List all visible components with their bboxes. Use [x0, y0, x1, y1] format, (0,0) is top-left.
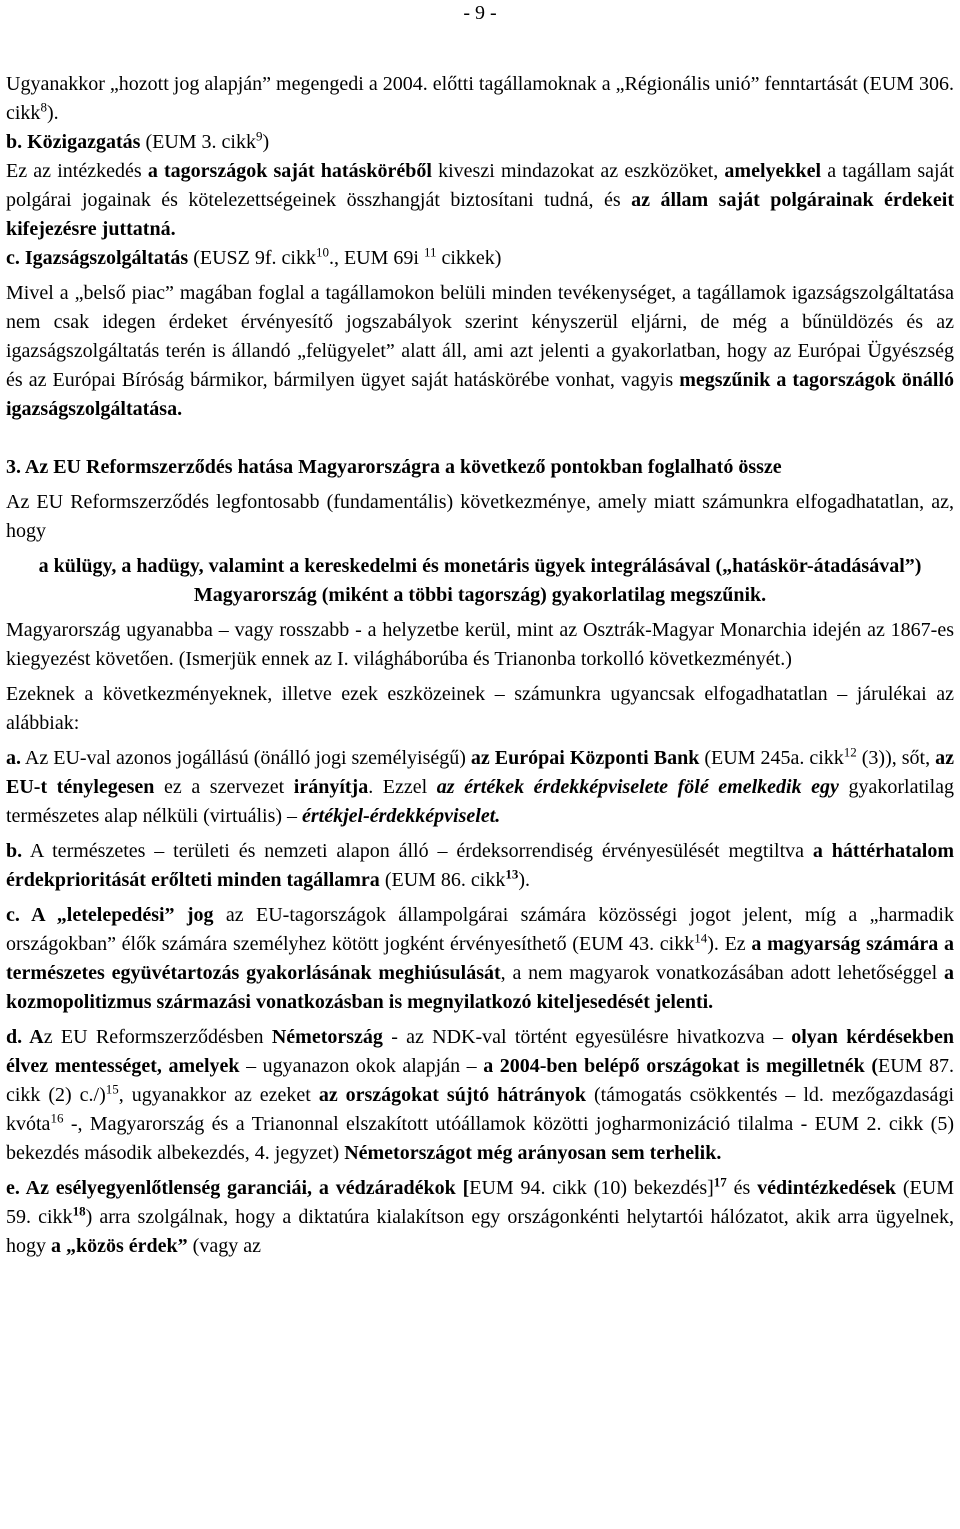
text-run: , ugyanakkor az ezeket: [118, 1084, 319, 1106]
text-run: EUM 94. cikk (10) bekezdés]: [469, 1177, 714, 1199]
text-run: Németország: [271, 1026, 383, 1048]
footnote-ref: 18: [72, 1203, 86, 1219]
text-run: a magyarság számára a természetes együvétartozás gyakorlásának meghiúsulását: [6, 933, 954, 984]
text-run: az EU-t ténylegesen: [6, 747, 954, 798]
text-run: az országokat sújtó hátrányok: [318, 1084, 587, 1106]
footnote-ref: 13: [505, 866, 519, 882]
footnote-ref: 12: [843, 744, 857, 760]
text-run: a tagállam saját polgárai jogainak és kötelezettségeinek összhangját biztosítani tudná, és: [6, 160, 954, 211]
text-run: ). Ez: [707, 933, 752, 955]
text-run: a külügy, a hadügy, valamint a kereskedelmi és monetáris ügyek integrálásával („hatáskör-átadásával”) Magyarország (miként a többi tagország) gyakorlatilag megszűnik.: [38, 555, 922, 606]
text-run: Ez az intézkedés: [6, 160, 148, 182]
text-run: Az EU Reformszerződés legfontosabb (fundamentális) következménye, amely miatt számunkra elfogadhatatlan, az, hogy: [6, 491, 954, 542]
paragraph-p2: [6, 128, 954, 157]
footnote-ref: 16: [50, 1110, 64, 1126]
text-run: (EUSZ 9f. cikk: [188, 247, 316, 269]
text-run: ): [262, 131, 270, 153]
paragraph-p3: [6, 157, 954, 244]
footnote-ref: 9: [255, 128, 263, 144]
text-run: c. A „letelepedési” jog: [6, 904, 214, 926]
text-run: (támogatás csökkentés – ld. mezőgazdasági kvóta: [6, 1084, 954, 1135]
paragraph-p7: [6, 488, 954, 546]
text-run: a 2004-ben belépő országokat is megilletnék (: [483, 1055, 879, 1077]
text-run: (EUM 3. cikk: [140, 131, 256, 153]
footnote-ref: 8: [40, 99, 47, 115]
footnote-ref: 15: [105, 1081, 119, 1097]
text-run: (EUM 245a. cikk: [699, 747, 844, 769]
text-run: kiveszi mindazokat az eszközöket,: [431, 160, 725, 182]
text-run: cikkek): [436, 247, 502, 269]
text-run: b.: [6, 840, 23, 862]
text-run: A természetes – területi és nemzeti alapon álló – érdeksorrendiség érvényesülését megtiltva: [22, 840, 813, 862]
text-run: – ugyanazon okok alapján –: [239, 1055, 484, 1077]
paragraph-p1: [6, 70, 954, 128]
text-run: amelyekkel: [724, 160, 822, 182]
text-run: az EU-tagországok állampolgárai számára közösségi jogot jelent, míg a „harmadik országokban” élők számára személyhez kötött jogként érvényesíthető (EUM 43. cikk: [6, 904, 954, 955]
text-run: (vagy az: [187, 1235, 261, 1257]
footnote-ref: 14: [694, 930, 708, 946]
text-run: Ezeknek a következményeknek, illetve ezek eszközeinek – számunkra ugyancsak elfogadhatatlan – járulékai az alábbiak:: [6, 683, 954, 734]
text-run: ez a szervezet: [154, 776, 294, 798]
text-run: Németországot még arányosan sem terhelik.: [344, 1142, 722, 1164]
text-run: irányítja: [293, 776, 369, 798]
paragraph-p9: [6, 616, 954, 674]
paragraph-p4: [6, 244, 954, 273]
text-run: Ugyanakkor „hozott jog alapján” megengedi a 2004. előtti tagállamoknak a „Régionális unió” fenntartását (EUM 306. cikk: [6, 73, 954, 124]
text-run: megszűnik a tagországok önálló igazságszolgáltatása.: [6, 369, 954, 420]
paragraph-p5: [6, 279, 954, 424]
text-run: Az EU-val azonos jogállású (önálló jogi személyiségű): [21, 747, 471, 769]
page-number: - 9 -: [463, 2, 497, 24]
paragraph-p12: [6, 837, 954, 895]
text-run: olyan kérdésekben élvez mentességet, amelyek: [6, 1026, 954, 1077]
text-run: EUM 87. cikk (2) c./): [6, 1055, 955, 1106]
text-run: b. Közigazgatás: [6, 131, 141, 153]
text-run: értékjel-érdekképviselet.: [302, 805, 501, 827]
text-run: - az NDK-val történt egyesülésre hivatkozva –: [382, 1026, 792, 1048]
text-run: (EUM 86. cikk: [379, 869, 506, 891]
text-run: az állam saját polgárainak érdekeit kifejezésre juttatná.: [6, 189, 955, 240]
text-run: Mivel a „belső piac” magában foglal a tagállamokon belüli minden tevékenységet, a tagállamok igazságszolgáltatása nem csak idegen érdeket érvényesítő jogszabályok szerint kényszerül eljárni, de még a bűnüldözés és az igazságszolgáltatás terén is állandó „felügyelet” alatt áll, ami azt jelenti a gyakorlatban, hogy az Európai Ügyészség és az Európai Bíróság bármikor, bármilyen ügyet saját hatáskörébe vonhat, vagyis: [6, 282, 954, 391]
footnote-ref: 17: [713, 1174, 727, 1190]
text-run: és: [726, 1177, 758, 1199]
text-run: Magyarország ugyanabba – vagy rosszabb - a helyzetbe kerül, mint az Osztrák-Magyar Monarchia idején az 1867-es kiegyezést követően. (Ismerjük ennek az I. világháborúba és Trianonba torkolló következményét.): [6, 619, 954, 670]
paragraph-p13: [6, 901, 954, 1017]
footnote-ref: 11: [423, 244, 437, 260]
footnote-ref: 10: [315, 244, 329, 260]
paragraph-p8: [6, 552, 954, 610]
text-run: e. Az esélyegyenlőtlenség garanciái, a védzáradékok [: [6, 1177, 470, 1199]
text-run: 3. Az EU Reformszerződés hatása Magyarországra a következő pontokban foglalható össze: [6, 456, 782, 478]
text-run: az Európai Központi Bank: [470, 747, 700, 769]
text-run: védintézkedések: [757, 1177, 897, 1199]
text-run: , a nem magyarok vonatkozásában adott lehetőséggel: [500, 962, 944, 984]
text-run: . Ezzel: [368, 776, 437, 798]
text-run: a.: [6, 747, 21, 769]
paragraph-p14: [6, 1023, 954, 1168]
text-run: a „közös érdek”: [51, 1235, 188, 1257]
text-run: gyakorlatilag természetes alap nélküli (virtuális) –: [6, 776, 955, 827]
text-run: (EUM 59. cikk: [6, 1177, 954, 1228]
paragraph-p11: [6, 744, 954, 831]
text-run: z EU Reformszerződésben: [43, 1026, 272, 1048]
text-run: -, Magyarország és a Trianonnal elszakított utóállamok közötti jogharmonizáció tilalma - EUM 2. cikk (5) bekezdés második albekezdés, 4. jegyzet): [6, 1113, 954, 1164]
text-run: ) arra szolgálnak, hogy a diktatúra kialakítson egy országonkénti helytartói hálózatot, akik arra ügyelnek, hogy: [6, 1206, 954, 1257]
text-run: c. Igazságszolgáltatás: [6, 247, 189, 269]
document-body: [6, 70, 954, 1261]
text-run: ).: [518, 869, 531, 891]
text-run: a háttérhatalom érdekprioritását erőlteti minden tagállamra: [6, 840, 955, 891]
text-run: d. A: [6, 1026, 44, 1048]
paragraph-p6: [6, 453, 954, 482]
text-run: a kozmopolitizmus származási vonatkozásban is megnyilatkozó kiteljesedését jelenti.: [6, 962, 954, 1013]
text-run: az értékek érdekképviselete fölé emelkedik egy: [436, 776, 839, 798]
paragraph-p10: [6, 680, 954, 738]
text-run: a tagországok saját hatásköréből: [147, 160, 432, 182]
text-run: (3)), sőt,: [856, 747, 936, 769]
text-run: ., EUM 69i: [328, 247, 424, 269]
paragraph-p15: [6, 1174, 954, 1261]
text-run: ).: [46, 102, 59, 124]
